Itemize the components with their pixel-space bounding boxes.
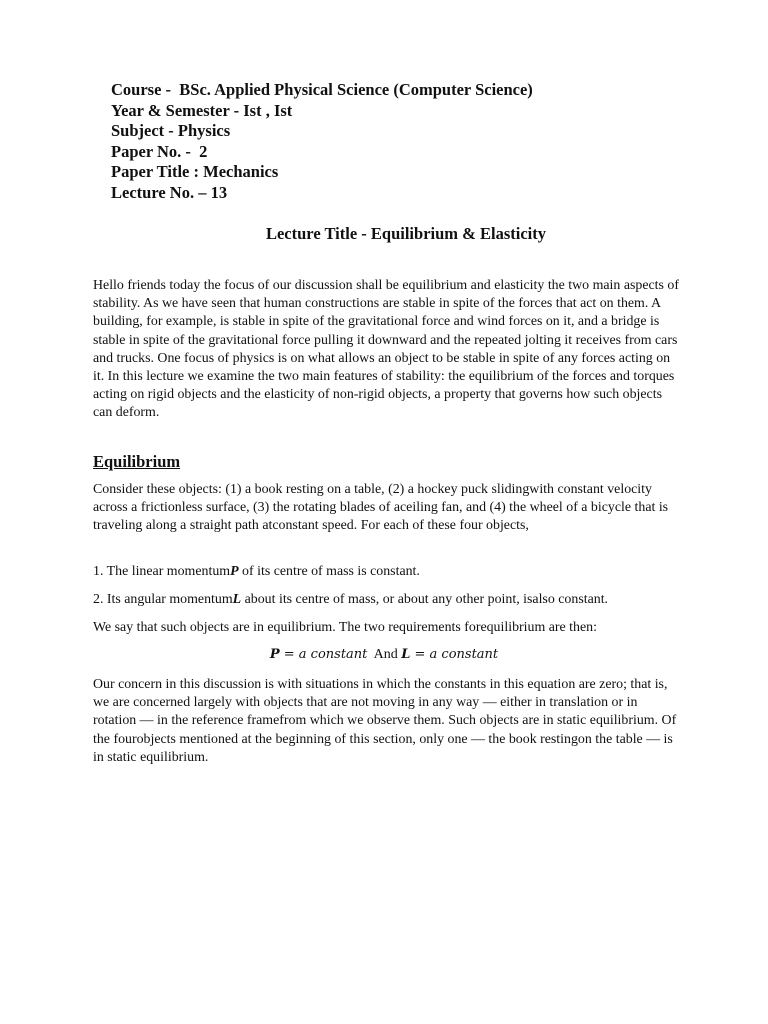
equation-symbol: L: [401, 647, 411, 662]
equilibrium-equation: [0, 647, 768, 663]
item-text: 2. Its angular momentum: [93, 592, 233, 607]
paper-number-line: Paper No. - 2: [111, 141, 208, 161]
equation-connector: And: [367, 647, 402, 662]
objects-paragraph: Consider these objects: (1) a book resting on a table, (2) a hockey puck slidingwith constant velocity across a frictionless surface, (3) the rotating blades of aceiling fan, and (4) the wheel of a bicycle that is traveling along a straight path atconstant speed. For each of these four objects,: [93, 482, 669, 534]
course-header: [111, 80, 533, 203]
item-text: about its centre of mass, or about any other point, isalso constant.: [241, 592, 609, 607]
lecture-title: Lecture Title - Equilibrium & Elasticity: [265, 224, 547, 243]
requirements-paragraph: We say that such objects are in equilibrium. The two requirements forequilibrium are then:: [93, 620, 597, 635]
momentum-symbol: P: [230, 564, 239, 579]
list-item-linear-momentum: [93, 563, 683, 581]
item-text: 1. The linear momentum: [93, 564, 231, 579]
intro-paragraph: Hello friends today the focus of our discussion shall be equilibrium and elasticity the two main aspects of stability. As we have seen that human constructions are stable in spite of the forces that act on them. A building, for example, is stable in spite of the gravitational force and wind forces on it, and a bridge is stable in spite of the gravitational force pulling it downward and the repeated jolting it receives from cars and trucks. One focus of physics is on what allows an object to be stable in spite of any forces acting on it. In this lecture we examine the two main features of stability: the equilibrium of the forces and torques acting on rigid objects and the elasticity of non-rigid objects, a property that governs how such objects can deform.: [93, 278, 679, 421]
lecture-number-line: Lecture No. – 13: [111, 182, 228, 202]
list-item-angular-momentum: [93, 591, 683, 609]
section-heading-equilibrium: Equilibrium: [93, 452, 181, 471]
static-equilibrium-paragraph: Our concern in this discussion is with situations in which the constants in this equation are zero; that is, we are concerned largely with objects that are not moving in any way — either in translation or in rotation — in the reference framefrom which we observe them. Such objects are in static equilibrium. Of the fourobjects mentioned at the beginning of this section, only one — the book restingon the table — is in static equilibrium.: [93, 677, 677, 765]
equation-text: = a constant: [410, 647, 499, 662]
paper-title-line: Paper Title : Mechanics: [111, 162, 279, 181]
course-line: Course - BSc. Applied Physical Science (Computer Science): [111, 80, 533, 99]
equation-symbol: P: [269, 647, 280, 662]
angular-momentum-symbol: L: [232, 592, 242, 607]
item-text: of its centre of mass is constant.: [238, 564, 420, 579]
year-semester-line: Year & Semester - Ist , Ist: [111, 100, 293, 120]
subject-line: Subject - Physics: [111, 121, 231, 140]
equation-text: = a constant: [279, 647, 368, 662]
